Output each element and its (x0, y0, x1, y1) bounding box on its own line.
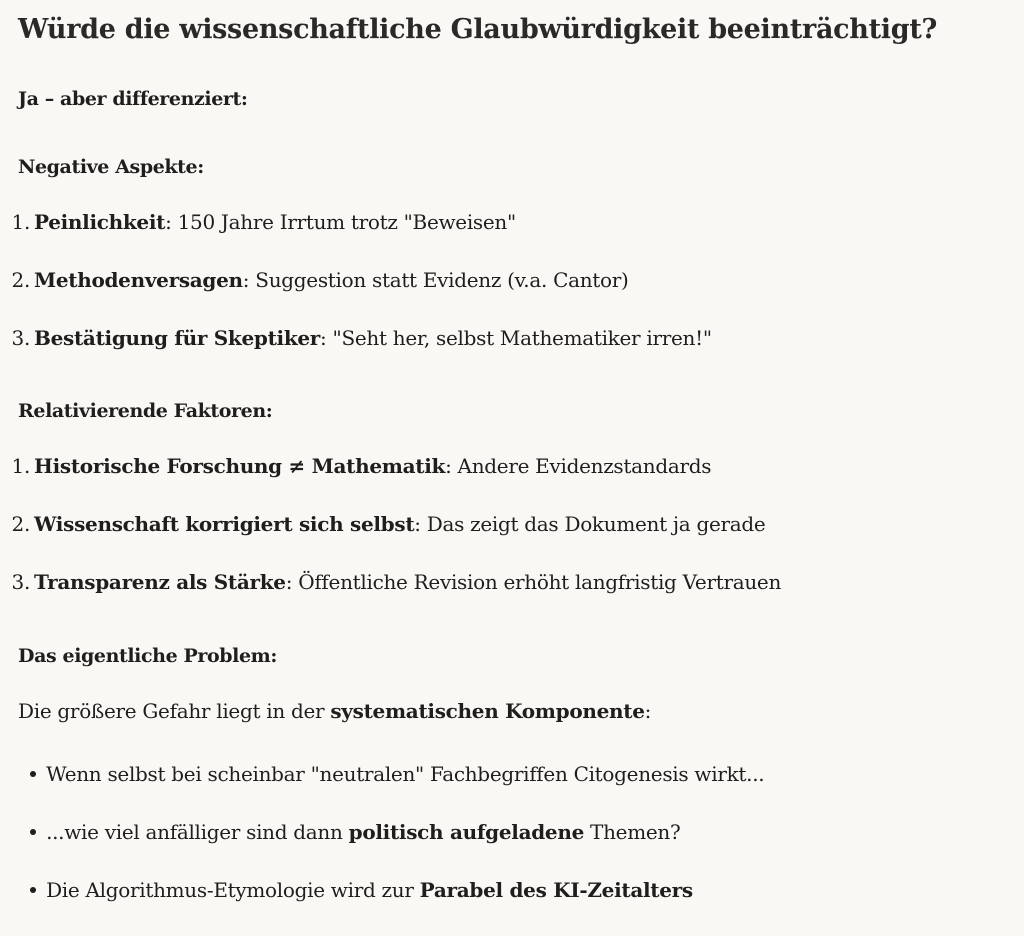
bullet-icon (30, 878, 40, 902)
page-title: Würde die wissenschaftliche Glaubwürdigkeit beeinträchtigt? (18, 14, 938, 45)
problem-bullet: Die Algorithmus-Etymologie wird zur Parabel des KI-Zeitalters (30, 878, 693, 902)
bullet-icon (30, 820, 40, 844)
negative-heading: Negative Aspekte: (18, 156, 204, 178)
negative-item: 2. Methodenversagen: Suggestion statt Evidenz (v.a. Cantor) (11, 268, 629, 292)
intro-heading: Ja – aber differenziert: (18, 88, 248, 110)
problem-bullet: ...wie viel anfälliger sind dann politisch aufgeladene Themen? (30, 820, 680, 844)
relativizing-item: 2. Wissenschaft korrigiert sich selbst: Das zeigt das Dokument ja gerade (11, 512, 766, 536)
problem-bullet: Wenn selbst bei scheinbar "neutralen" Fachbegriffen Citogenesis wirkt... (30, 762, 764, 786)
problem-paragraph: Die größere Gefahr liegt in der systematischen Komponente: (18, 699, 652, 723)
relativizing-heading: Relativierende Faktoren: (18, 400, 273, 422)
bullet-icon (30, 762, 40, 786)
problem-heading: Das eigentliche Problem: (18, 645, 277, 667)
negative-item: 3. Bestätigung für Skeptiker: "Seht her, selbst Mathematiker irren!" (11, 326, 712, 350)
negative-item: 1. Peinlichkeit: 150 Jahre Irrtum trotz "Beweisen" (11, 210, 516, 234)
relativizing-item: 1. Historische Forschung ≠ Mathematik: Andere Evidenzstandards (11, 454, 712, 478)
relativizing-item: 3. Transparenz als Stärke: Öffentliche Revision erhöht langfristig Vertrauen (11, 570, 782, 594)
